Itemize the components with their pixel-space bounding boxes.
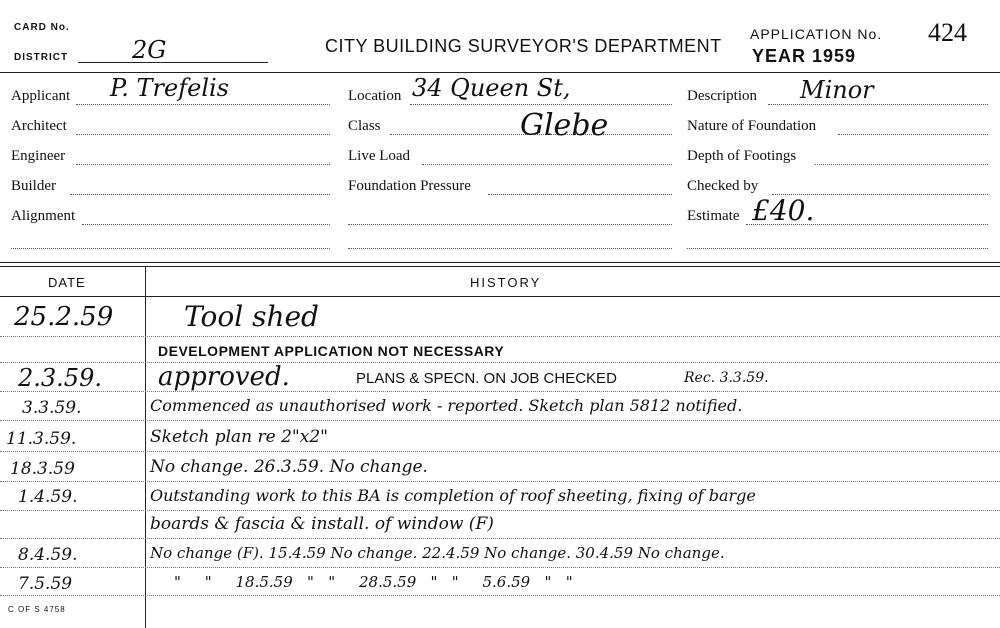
depth-line <box>815 164 988 165</box>
architect-line <box>76 134 330 135</box>
estimate-value: £40. <box>752 194 815 227</box>
year-label: YEAR 1959 <box>752 46 857 66</box>
table-top-rule-2 <box>0 266 1000 267</box>
history-note: Rec. 3.3.59. <box>684 370 769 386</box>
history-date: 3.3.59. <box>22 398 82 418</box>
builder-label: Builder <box>11 178 56 194</box>
alignment-label: Alignment <box>11 208 76 224</box>
table-header-rule <box>0 296 1000 297</box>
district-label: DISTRICT <box>14 52 69 63</box>
foundation-pressure-line <box>488 194 672 195</box>
department-title: CITY BUILDING SURVEYOR'S DEPARTMENT <box>325 36 722 56</box>
history-date: 11.3.59. <box>6 429 77 449</box>
row-rule <box>0 420 1000 421</box>
class-value: Glebe <box>520 108 609 143</box>
history-date: 8.4.59. <box>18 545 78 565</box>
row-rule <box>0 567 1000 568</box>
header-divider <box>0 72 1000 73</box>
district-value: 2G <box>132 36 167 64</box>
row-rule <box>0 362 1000 363</box>
engineer-line <box>76 164 330 165</box>
row-rule <box>0 336 1000 337</box>
foundation-pressure-label: Foundation Pressure <box>348 178 471 194</box>
nature-of-foundation-label: Nature of Foundation <box>687 118 817 134</box>
history-entry: " " 18.5.59 " " 28.5.59 " " 5.6.59 " " <box>174 573 573 591</box>
history-entry: Tool shed <box>184 300 319 333</box>
history-stamp: PLANS & SPECN. ON JOB CHECKED <box>356 370 617 387</box>
row-rule <box>0 481 1000 482</box>
description-line <box>768 104 988 105</box>
history-date: 2.3.59. <box>18 364 102 392</box>
date-column-divider <box>145 266 146 628</box>
history-date: 1.4.59. <box>18 487 78 507</box>
history-header: HISTORY <box>470 275 542 290</box>
alignment-line-2 <box>11 248 330 249</box>
alignment-line <box>82 224 330 225</box>
history-date: 18.3.59 <box>10 459 75 479</box>
applicant-label: Applicant <box>11 88 71 104</box>
history-entry: Commenced as unauthorised work - reported. Sketch plan 5812 notified. <box>150 396 743 415</box>
row-rule <box>0 510 1000 511</box>
right-blank-line <box>687 248 988 249</box>
checked-by-label: Checked by <box>687 178 759 194</box>
table-top-rule <box>0 262 1000 263</box>
row-rule <box>0 595 1000 596</box>
form-code: C OF S 4758 <box>8 605 66 614</box>
live-load-line <box>422 164 672 165</box>
history-entry: No change (F). 15.4.59 No change. 22.4.59 No change. 30.4.59 No change. <box>150 544 725 562</box>
history-entry: No change. 26.3.59. No change. <box>150 457 428 477</box>
location-line <box>410 104 672 105</box>
applicant-line <box>76 104 330 105</box>
class-label: Class <box>348 118 381 134</box>
district-underline <box>78 62 268 63</box>
description-value: Minor <box>800 76 874 104</box>
applicant-value: P. Trefelis <box>110 74 229 102</box>
history-date: 7.5.59 <box>18 574 73 594</box>
application-no-label: APPLICATION No. <box>750 26 883 42</box>
depth-of-footings-label: Depth of Footings <box>687 148 797 164</box>
history-entry: Sketch plan re 2"x2" <box>150 427 328 447</box>
middle-blank-line-2 <box>348 248 672 249</box>
builder-line <box>70 194 330 195</box>
row-rule <box>0 538 1000 539</box>
card-no-label: CARD No. <box>14 22 70 33</box>
architect-label: Architect <box>11 118 67 134</box>
history-entry: Outstanding work to this BA is completion of roof sheeting, fixing of barge <box>150 486 756 505</box>
history-entry: approved. <box>158 362 290 392</box>
middle-blank-line <box>348 224 672 225</box>
date-header: DATE <box>48 275 86 290</box>
description-label: Description <box>687 88 757 104</box>
row-rule <box>0 451 1000 452</box>
history-entry: boards & fascia & install. of window (F) <box>150 514 494 534</box>
location-label: Location <box>348 88 402 104</box>
estimate-label: Estimate <box>687 208 740 224</box>
live-load-label: Live Load <box>348 148 411 164</box>
row-rule <box>0 391 1000 392</box>
application-no: 424 <box>928 18 967 47</box>
nature-line <box>838 134 988 135</box>
history-date: 25.2.59 <box>14 302 114 332</box>
history-stamp: DEVELOPMENT APPLICATION NOT NECESSARY <box>158 343 505 359</box>
engineer-label: Engineer <box>11 148 66 164</box>
location-value: 34 Queen St, <box>412 74 571 102</box>
